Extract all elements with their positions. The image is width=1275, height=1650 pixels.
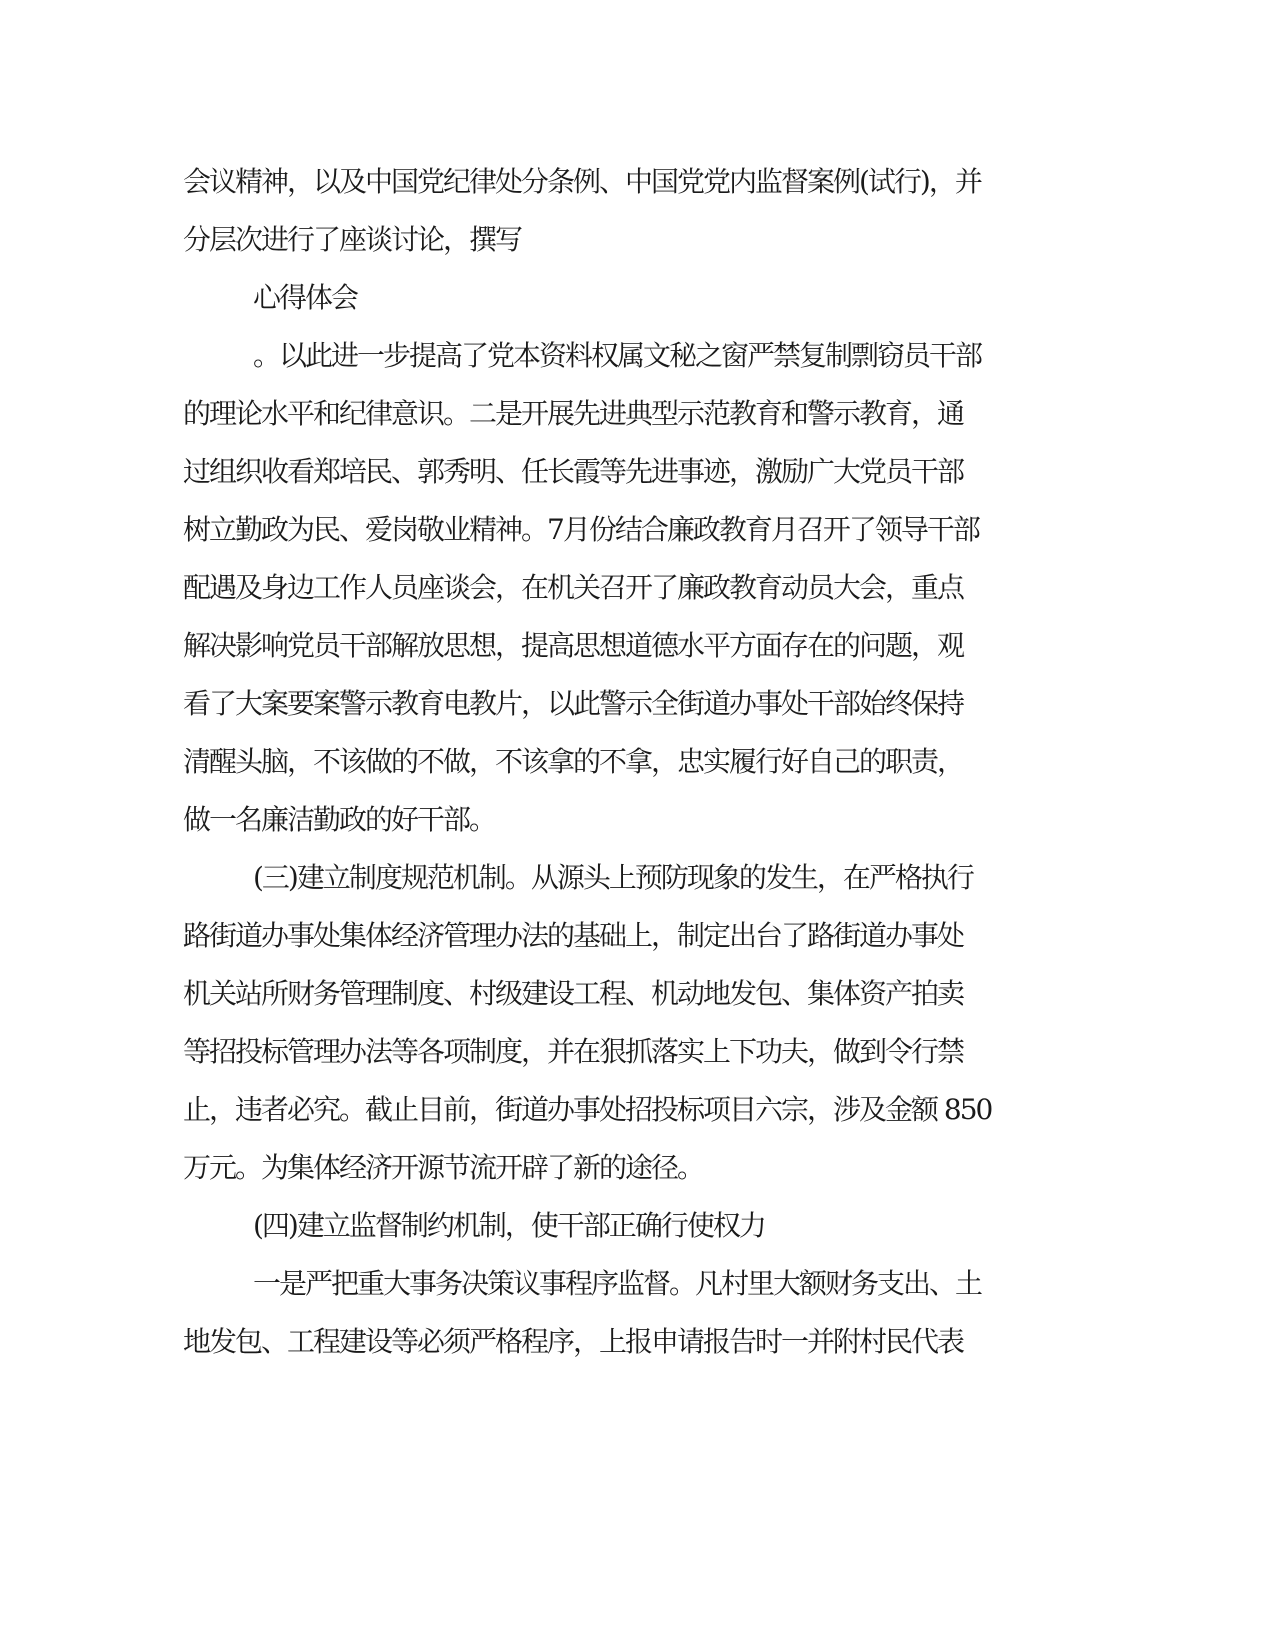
section-heading: 心得体会 xyxy=(253,281,358,314)
text-line: 。以此进一步提高了党本资料权属文秘之窗严禁复制剽窃员干部 xyxy=(253,339,982,372)
text-line: 的理论水平和纪律意识。二是开展先进典型示范教育和警示教育，通 xyxy=(183,397,964,430)
text-line: 路街道办事处集体经济管理办法的基础上，制定出台了路街道办事处 xyxy=(183,919,964,952)
section-heading: (三)建立制度规范机制。从源头上预防现象的发生，在严格执行 xyxy=(253,861,973,894)
text-line: 一是严把重大事务决策议事程序监督。凡村里大额财务支出、土 xyxy=(253,1267,982,1300)
text-line: 地发包、工程建设等必须严格程序，上报申请报告时一并附村民代表 xyxy=(183,1325,964,1358)
text-line: 机关站所财务管理制度、村级建设工程、机动地发包、集体资产拍卖 xyxy=(183,977,964,1010)
text-line: 清醒头脑，不该做的不做，不该拿的不拿，忠实履行好自己的职责， xyxy=(183,745,964,778)
text-line: 树立勤政为民、爱岗敬业精神。7月份结合廉政教育月召开了领导干部 xyxy=(183,513,979,546)
text-line: 看了大案要案警示教育电教片，以此警示全街道办事处干部始终保持 xyxy=(183,687,964,720)
text-line: 等招投标管理办法等各项制度，并在狠抓落实上下功夫，做到令行禁 xyxy=(183,1035,964,1068)
text-line: 配遇及身边工作人员座谈会，在机关召开了廉政教育动员大会，重点 xyxy=(183,571,964,604)
section-heading: (四)建立监督制约机制，使干部正确行使权力 xyxy=(253,1209,765,1242)
text-line: 分层次进行了座谈讨论，撰写 xyxy=(183,223,522,256)
text-line: 万元。为集体经济开源节流开辟了新的途径。 xyxy=(183,1151,704,1184)
text-line: 解决影响党员干部解放思想，提高思想道德水平方面存在的问题，观 xyxy=(183,629,964,662)
text-line: 止，违者必究。截止目前，街道办事处招投标项目六宗，涉及金额 850 xyxy=(183,1093,992,1126)
text-line: 会议精神，以及中国党纪律处分条例、中国党党内监督案例(试行)，并 xyxy=(183,165,981,198)
text-line: 过组织收看郑培民、郭秀明、任长霞等先进事迹，激励广大党员干部 xyxy=(183,455,964,488)
text-line: 做一名廉洁勤政的好干部。 xyxy=(183,803,496,836)
